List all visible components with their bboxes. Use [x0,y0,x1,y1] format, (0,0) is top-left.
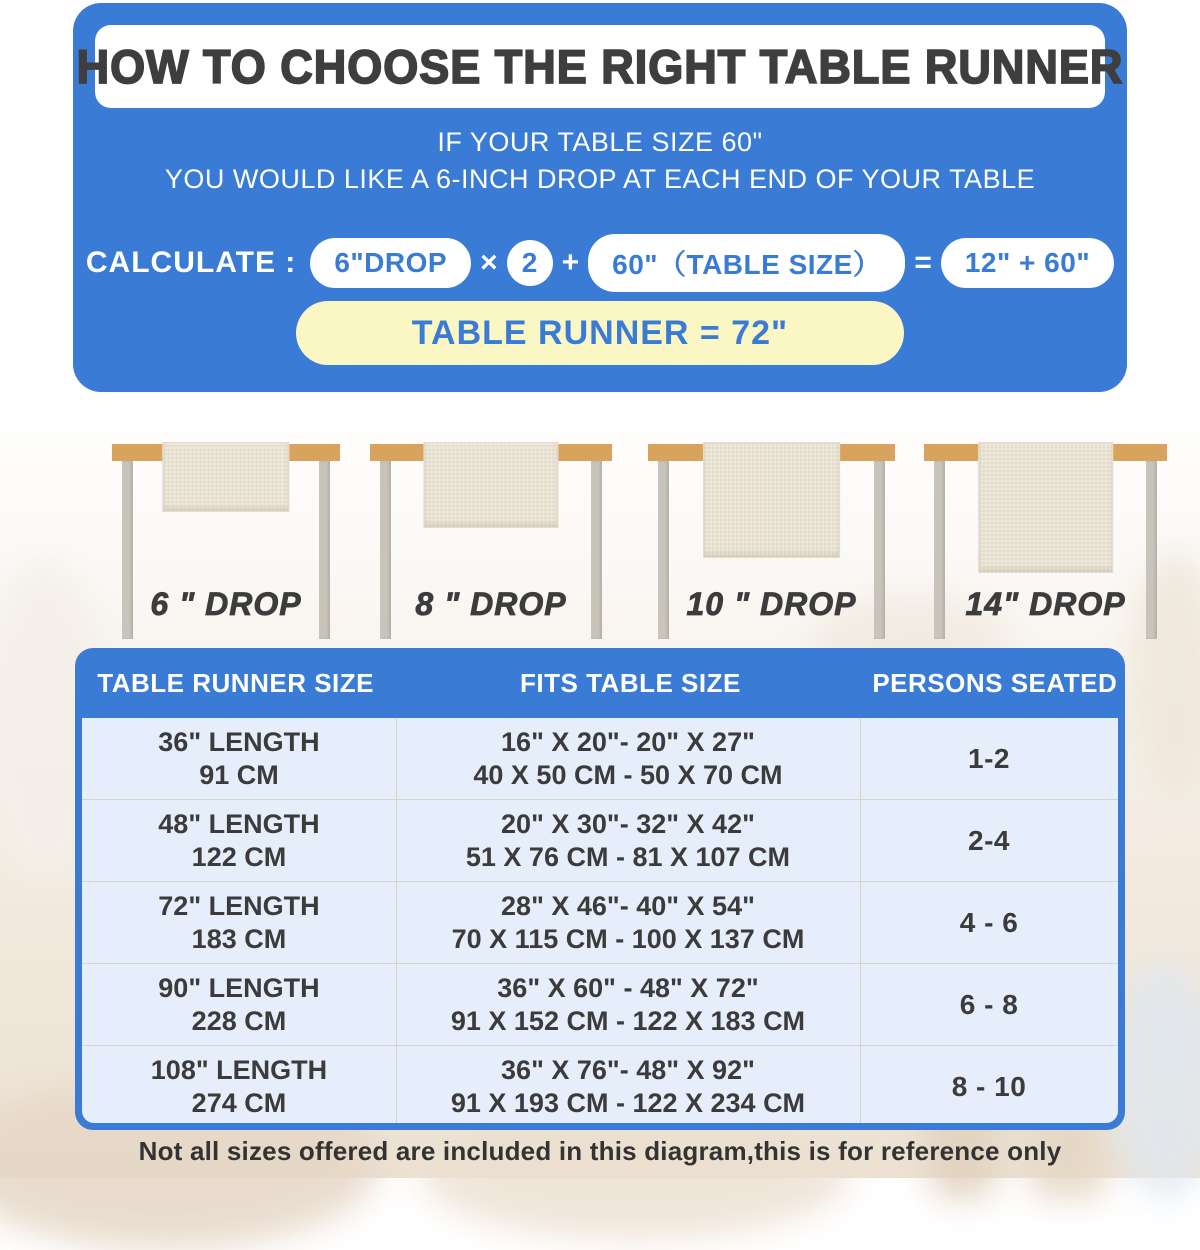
plus-operator: + [561,246,580,279]
calculate-label: CALCULATE : [85,246,297,279]
column-divider [396,718,397,1123]
fits-inches: 28" X 46"- 40" X 54" [501,890,755,921]
runner-size-cell [82,808,396,874]
fits-size-cell [396,972,860,1038]
runner-drape [978,442,1114,573]
length-inches: 36" LENGTH [158,726,320,757]
drop-example-8in [370,436,612,644]
fits-size-cell [396,890,860,956]
length-cm: 91 CM [199,759,279,790]
footer-note: Not all sizes offered are included in this diagram,this is for reference only [138,1136,1062,1166]
header-persons-seated: PERSONS SEATED [872,667,1118,698]
table-row [82,799,1118,881]
drop-label: 10 " DROP [686,586,857,622]
header-fits-table-size: FITS TABLE SIZE [520,667,741,698]
table-row [82,718,1118,799]
runner-size-cell [82,726,396,792]
fits-size-cell [396,808,860,874]
multiply-operator: × [480,246,498,279]
runner-size-cell [82,1054,396,1120]
length-cm: 122 CM [191,841,287,872]
persons-cell: 8 - 10 [951,1070,1027,1102]
fits-inches: 20" X 30"- 32" X 42" [501,808,755,839]
table-row [82,963,1118,1045]
subtitle-line-2: YOU WOULD LIKE A 6-INCH DROP AT EACH END OF YOUR TABLE [164,164,1036,194]
drop-label: 14" DROP [965,586,1126,622]
header-runner-size: TABLE RUNNER SIZE [97,667,374,698]
fits-inches: 16" X 20"- 20" X 27" [501,726,755,757]
title-box [76,25,1124,108]
fits-cm: 51 X 76 CM - 81 X 107 CM [465,841,791,872]
persons-cell: 2-4 [968,824,1010,856]
runner-drape [703,442,841,558]
fits-inches: 36" X 60" - 48" X 72" [497,972,759,1003]
runner-size-cell [82,890,396,956]
persons-cell: 1-2 [968,742,1010,774]
persons-cell: 6 - 8 [959,988,1019,1020]
runner-drape [162,442,289,512]
fits-cm: 40 X 50 CM - 50 X 70 CM [473,759,783,790]
length-inches: 72" LENGTH [158,890,320,921]
table-row [82,881,1118,963]
length-cm: 228 CM [191,1005,287,1036]
length-cm: 183 CM [191,923,287,954]
header-banner [73,3,1127,392]
drop-pill: 6"DROP [310,238,471,288]
page-title: HOW TO CHOOSE THE RIGHT TABLE RUNNER [76,39,1124,93]
length-cm: 274 CM [191,1087,287,1118]
size-chart-header [75,648,1125,718]
fits-cm: 91 X 193 CM - 122 X 234 CM [450,1087,806,1118]
equals-operator: = [914,246,932,279]
fits-inches: 36" X 76"- 48" X 92" [501,1054,755,1085]
size-chart-panel [75,648,1125,1130]
drop-label: 6 " DROP [150,586,302,622]
length-inches: 90" LENGTH [158,972,320,1003]
runner-size-cell [82,972,396,1038]
drop-example-14in [924,436,1167,644]
column-divider [860,718,861,1123]
drop-example-6in [112,436,340,644]
fits-cm: 91 X 152 CM - 122 X 183 CM [450,1005,806,1036]
multiplier-badge: 2 [507,240,553,286]
subtitle-line-1: IF YOUR TABLE SIZE 60" [437,127,763,157]
calculation-row [73,234,1127,292]
fits-size-cell [396,726,860,792]
runner-result-pill: TABLE RUNNER = 72" [296,301,904,365]
persons-cell: 4 - 6 [959,906,1019,938]
size-chart-body [82,718,1118,1123]
length-inches: 48" LENGTH [158,808,320,839]
table-row [82,1045,1118,1123]
fits-size-cell [396,1054,860,1120]
fits-cm: 70 X 115 CM - 100 X 137 CM [451,923,805,954]
drop-label: 8 " DROP [415,586,567,622]
runner-drape [423,442,558,528]
drop-example-10in [648,436,895,644]
table-size-pill: 60"（TABLE SIZE） [588,234,905,292]
sum-pill: 12" + 60" [941,238,1114,288]
length-inches: 108" LENGTH [150,1054,328,1085]
